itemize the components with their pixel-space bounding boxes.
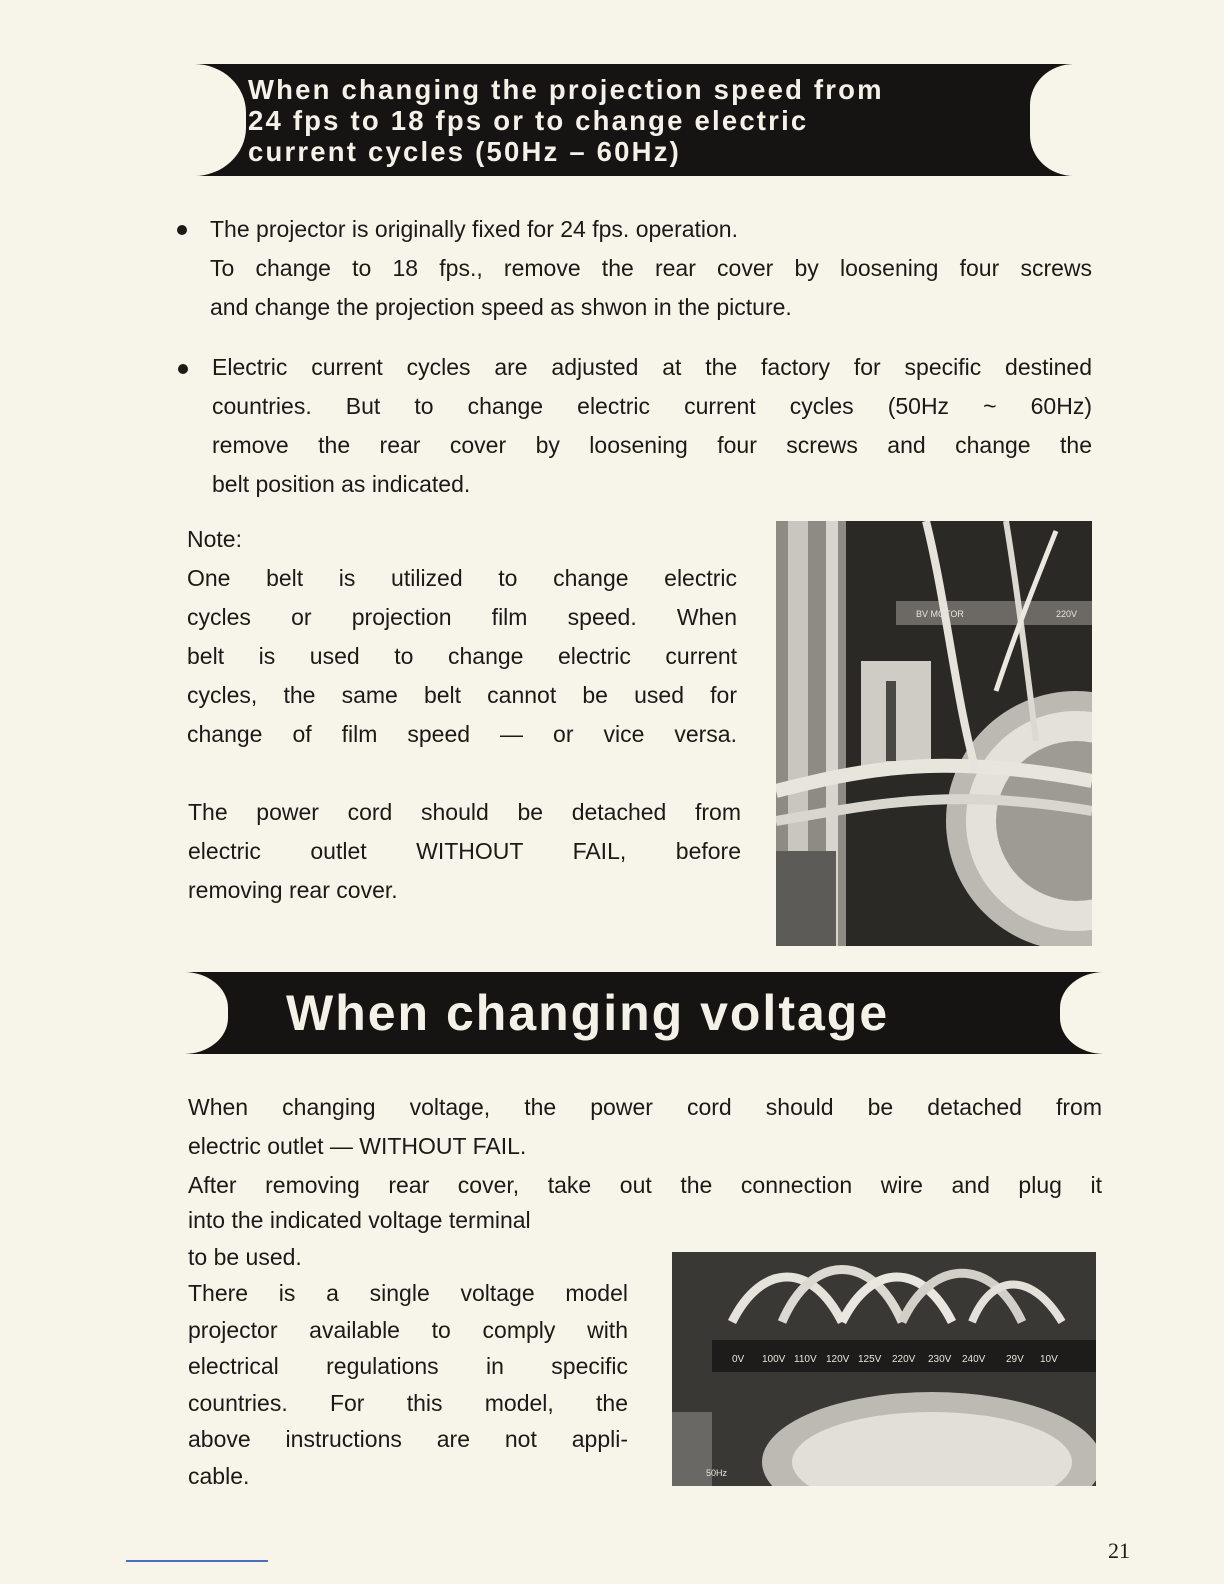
text-line: change of film speed — or vice versa. — [187, 721, 737, 747]
voltage-terminal-photo — [672, 1252, 1096, 1486]
projector-interior-photo — [776, 521, 1092, 946]
motor-label: BV MOTOR — [916, 609, 964, 619]
text-line: and change the projection speed as shwon in the picture. — [210, 294, 792, 320]
bullet-1-text — [210, 210, 1092, 327]
text-line: removing rear cover. — [188, 877, 398, 903]
text-line: The power cord should be detached from — [188, 799, 741, 825]
terminal-label: 100V — [762, 1354, 786, 1365]
text-line: remove the rear cover by loosening four screws and change the — [212, 432, 1092, 458]
banner-left-cap — [194, 64, 246, 176]
text-line: above instructions are not appli- — [188, 1426, 628, 1452]
text-line: cycles or projection film speed. When — [187, 604, 737, 630]
text-line: countries. For this model, the — [188, 1389, 628, 1416]
photo-illustration — [776, 521, 1092, 946]
terminal-label: 29V — [1006, 1354, 1024, 1365]
banner-left-cap — [184, 972, 228, 1054]
terminal-label: 110V — [794, 1354, 817, 1365]
terminal-label: 0V — [732, 1354, 745, 1365]
text-line: After removing rear cover, take out the connection wire and plug it — [188, 1172, 1102, 1198]
note-label: Note: — [187, 526, 242, 552]
heading-line-1: When changing the projection speed from — [248, 73, 884, 105]
bullet-dot — [177, 225, 187, 235]
text-line: electric outlet WITHOUT FAIL, before — [188, 838, 741, 864]
terminal-label: 230V — [928, 1354, 952, 1365]
page-number: 21 — [1108, 1538, 1130, 1563]
section-heading-speed — [196, 64, 1072, 176]
text-line: cable. — [188, 1462, 250, 1489]
text-line: One belt is utilized to change electric — [187, 565, 737, 591]
text-line: belt position as indicated. — [212, 471, 471, 497]
heading-line-2: 24 fps to 18 fps or to change electric — [248, 104, 809, 136]
heading-text: When changing voltage — [286, 985, 890, 1041]
terminal-label: 220V — [892, 1354, 916, 1365]
photo-illustration — [672, 1252, 1096, 1486]
section-heading-voltage — [186, 972, 1102, 1054]
volt-label: 220V — [1056, 609, 1078, 619]
voltage-intro — [188, 1088, 1102, 1205]
text-line: projector available to comply with — [188, 1316, 628, 1343]
heading-line-3: current cycles (50Hz – 60Hz) — [248, 135, 682, 167]
terminal-label: 240V — [962, 1354, 986, 1365]
freq-label: 50Hz — [706, 1468, 728, 1478]
voltage-instructions — [188, 1202, 628, 1494]
note-block — [187, 520, 737, 754]
warning-block — [188, 793, 741, 910]
terminal-label: 120V — [826, 1354, 850, 1365]
text-line: There is a single voltage model — [188, 1280, 628, 1306]
bullet-dot — [178, 364, 188, 374]
text-line: Electric current cycles are adjusted at the factory for specific destined — [212, 354, 1092, 380]
bullet-2-text — [212, 348, 1092, 504]
text-line: electrical regulations in specific — [188, 1353, 628, 1379]
scan-artifact-line — [126, 1560, 268, 1562]
text-line: to be used. — [188, 1243, 302, 1270]
text-line: To change to 18 fps., remove the rear cover by loosening four screws — [210, 255, 1092, 281]
text-line: belt is used to change electric current — [187, 643, 737, 669]
text-line: into the indicated voltage terminal — [188, 1207, 531, 1233]
text-line: electric outlet — WITHOUT FAIL. — [188, 1133, 527, 1159]
terminal-label: 125V — [858, 1354, 882, 1365]
text-line: When changing voltage, the power cord should be detached from — [188, 1094, 1102, 1120]
text-line: cycles, the same belt cannot be used for — [187, 682, 737, 708]
heading-text — [248, 74, 1072, 167]
text-line: countries. But to change electric current cycles (50Hz ~ 60Hz) — [212, 393, 1092, 419]
text-line: The projector is originally fixed for 24 fps. operation. — [210, 216, 738, 242]
terminal-label: 10V — [1040, 1354, 1058, 1365]
